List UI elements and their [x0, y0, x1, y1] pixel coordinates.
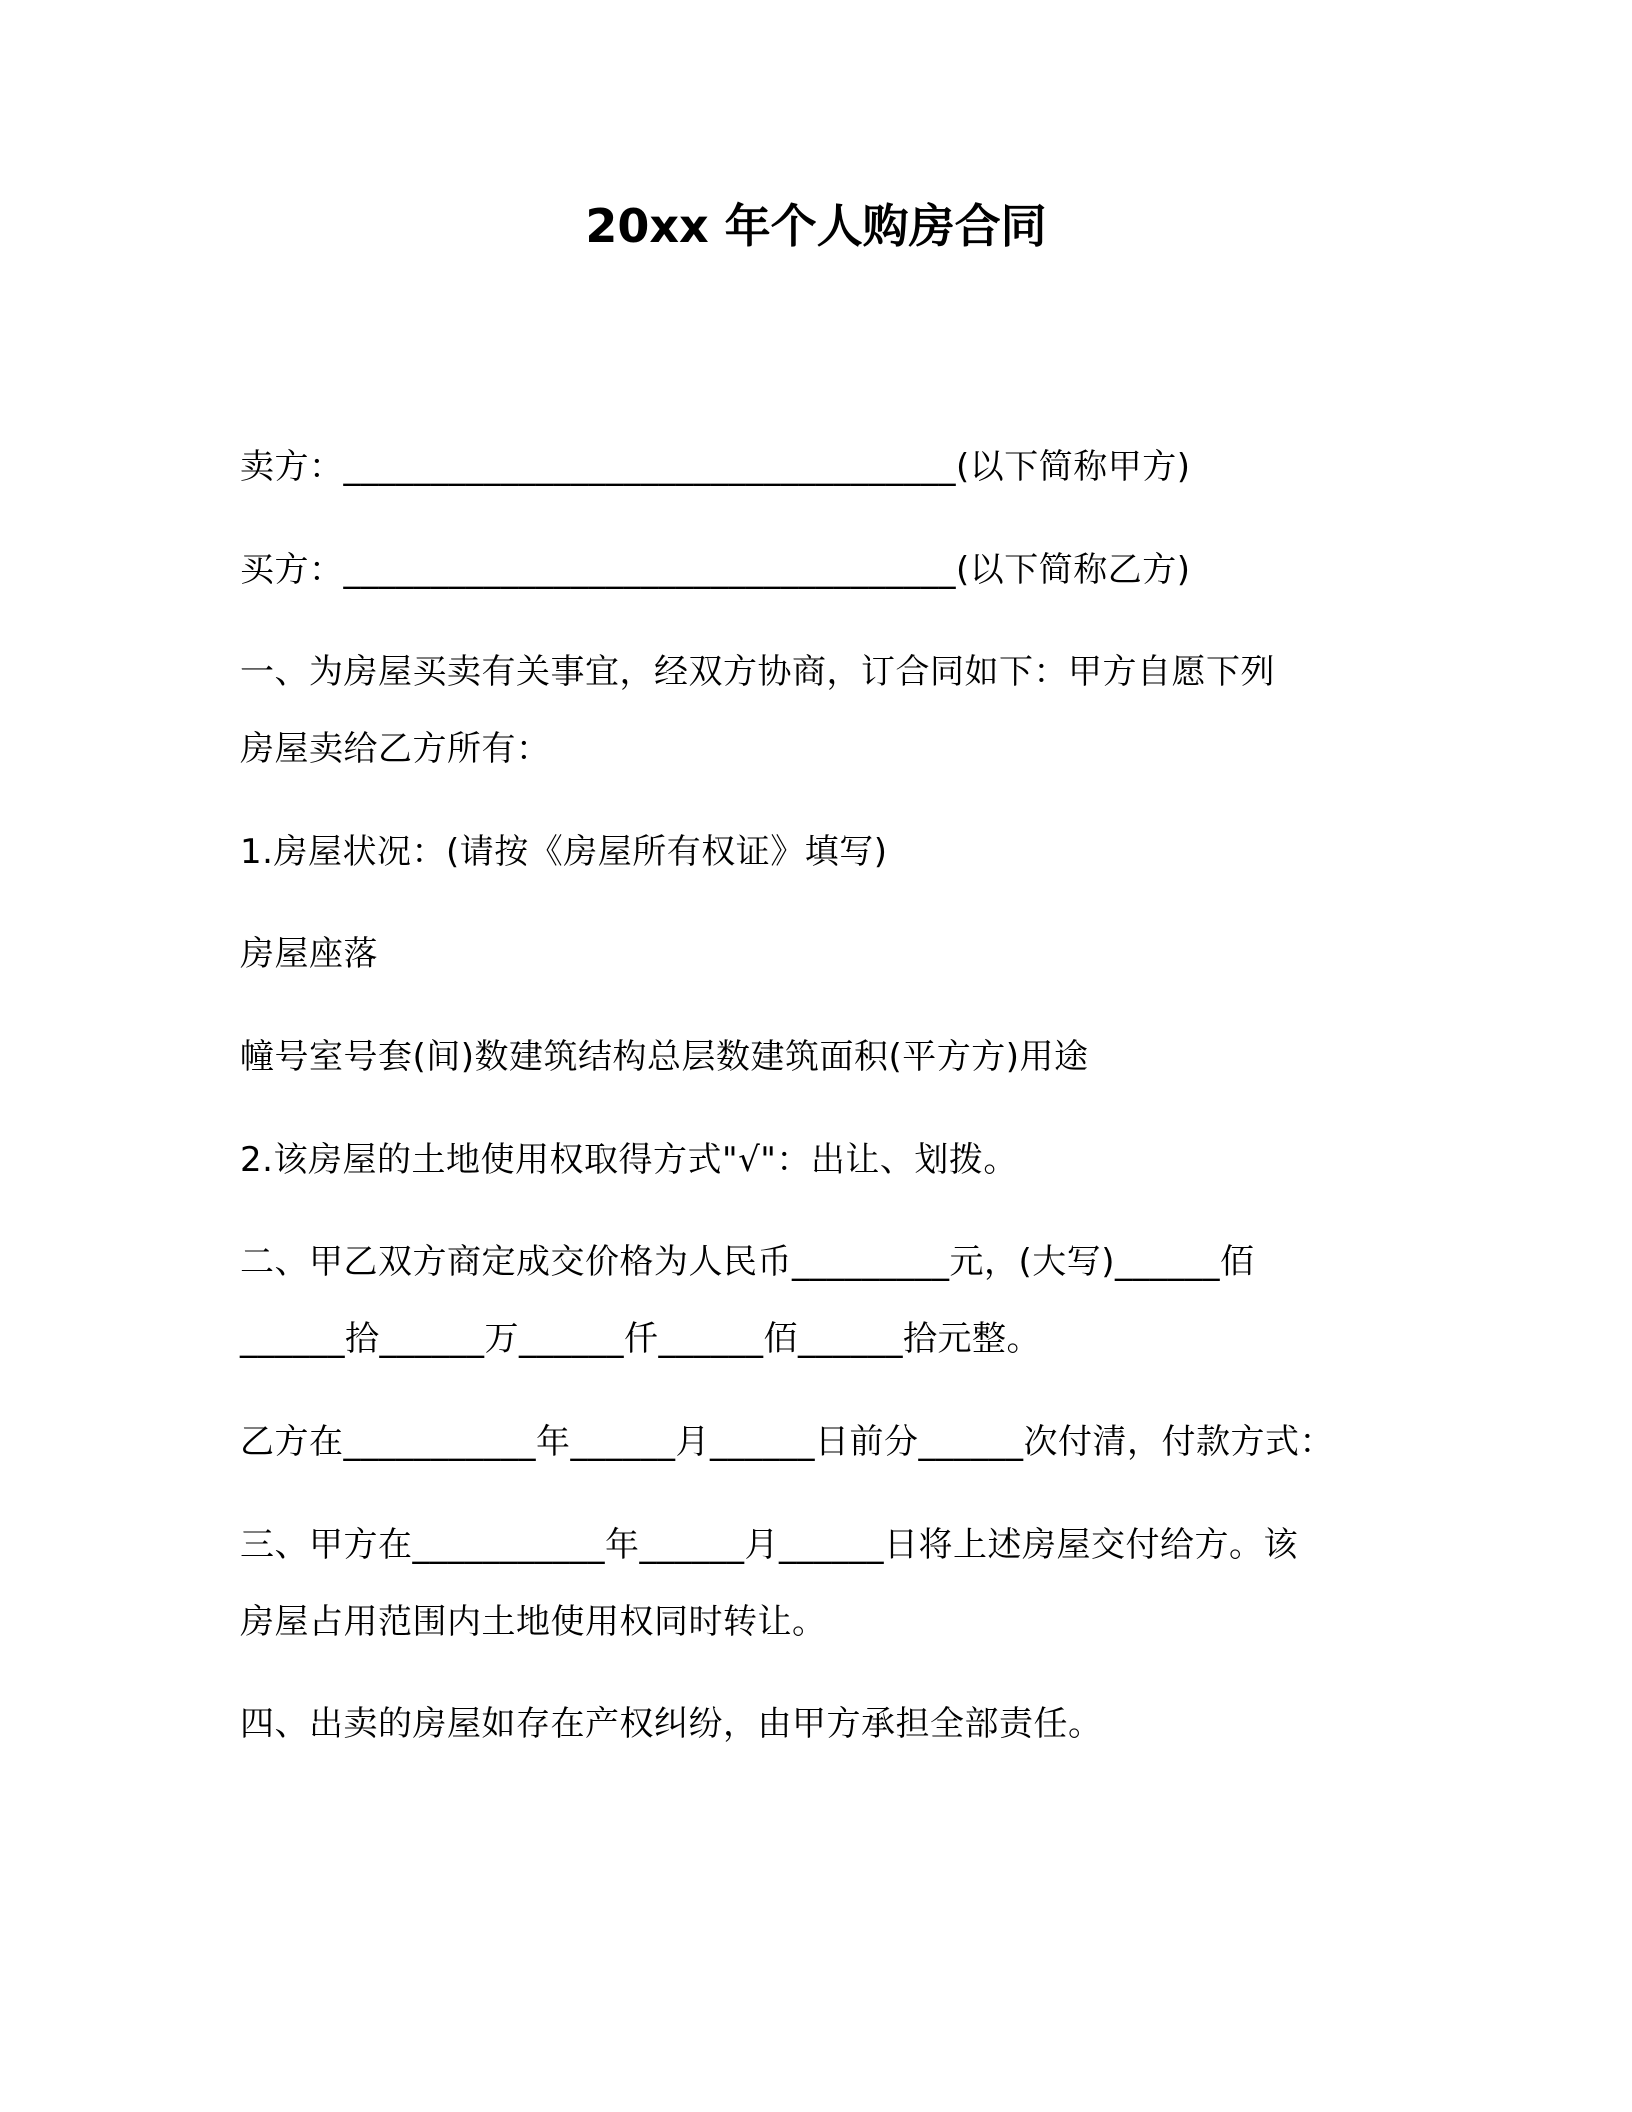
house-location-line: 房屋座落 — [240, 934, 378, 974]
document-title: 20xx 年个人购房合同 — [585, 199, 1047, 253]
land-use-line: 2.该房屋的土地使用权取得方式"√"：出让、划拨。 — [240, 1140, 1018, 1180]
clause-3-line-2: 房屋占用范围内土地使用权同时转让。 — [240, 1602, 827, 1642]
payment-line: 乙方在___________年______月______日前分______次付清，付款方式： — [240, 1422, 1334, 1462]
buyer-line: 买方：___________________________________(以下简称乙方) — [240, 550, 1191, 590]
clause-4-line: 四、出卖的房屋如存在产权纠纷，由甲方承担全部责任。 — [240, 1704, 1103, 1744]
house-status-line: 1.房屋状况：(请按《房屋所有权证》填写) — [240, 832, 888, 872]
seller-line: 卖方：___________________________________(以下简称甲方) — [240, 447, 1191, 487]
house-fields-line: 幢号室号套(间)数建筑结构总层数建筑面积(平方方)用途 — [240, 1037, 1089, 1077]
clause-1-line-2: 房屋卖给乙方所有： — [240, 729, 551, 769]
clause-3-line-1: 三、甲方在___________年______月______日将上述房屋交付给方。该 — [240, 1525, 1298, 1565]
clause-2-line-1: 二、甲乙双方商定成交价格为人民币_________元，(大写)______佰 — [240, 1242, 1255, 1282]
clause-2-line-2: ______拾______万______仟______佰______拾元整。 — [240, 1319, 1041, 1359]
clause-1-line-1: 一、为房屋买卖有关事宜，经双方协商，订合同如下：甲方自愿下列 — [240, 652, 1275, 692]
